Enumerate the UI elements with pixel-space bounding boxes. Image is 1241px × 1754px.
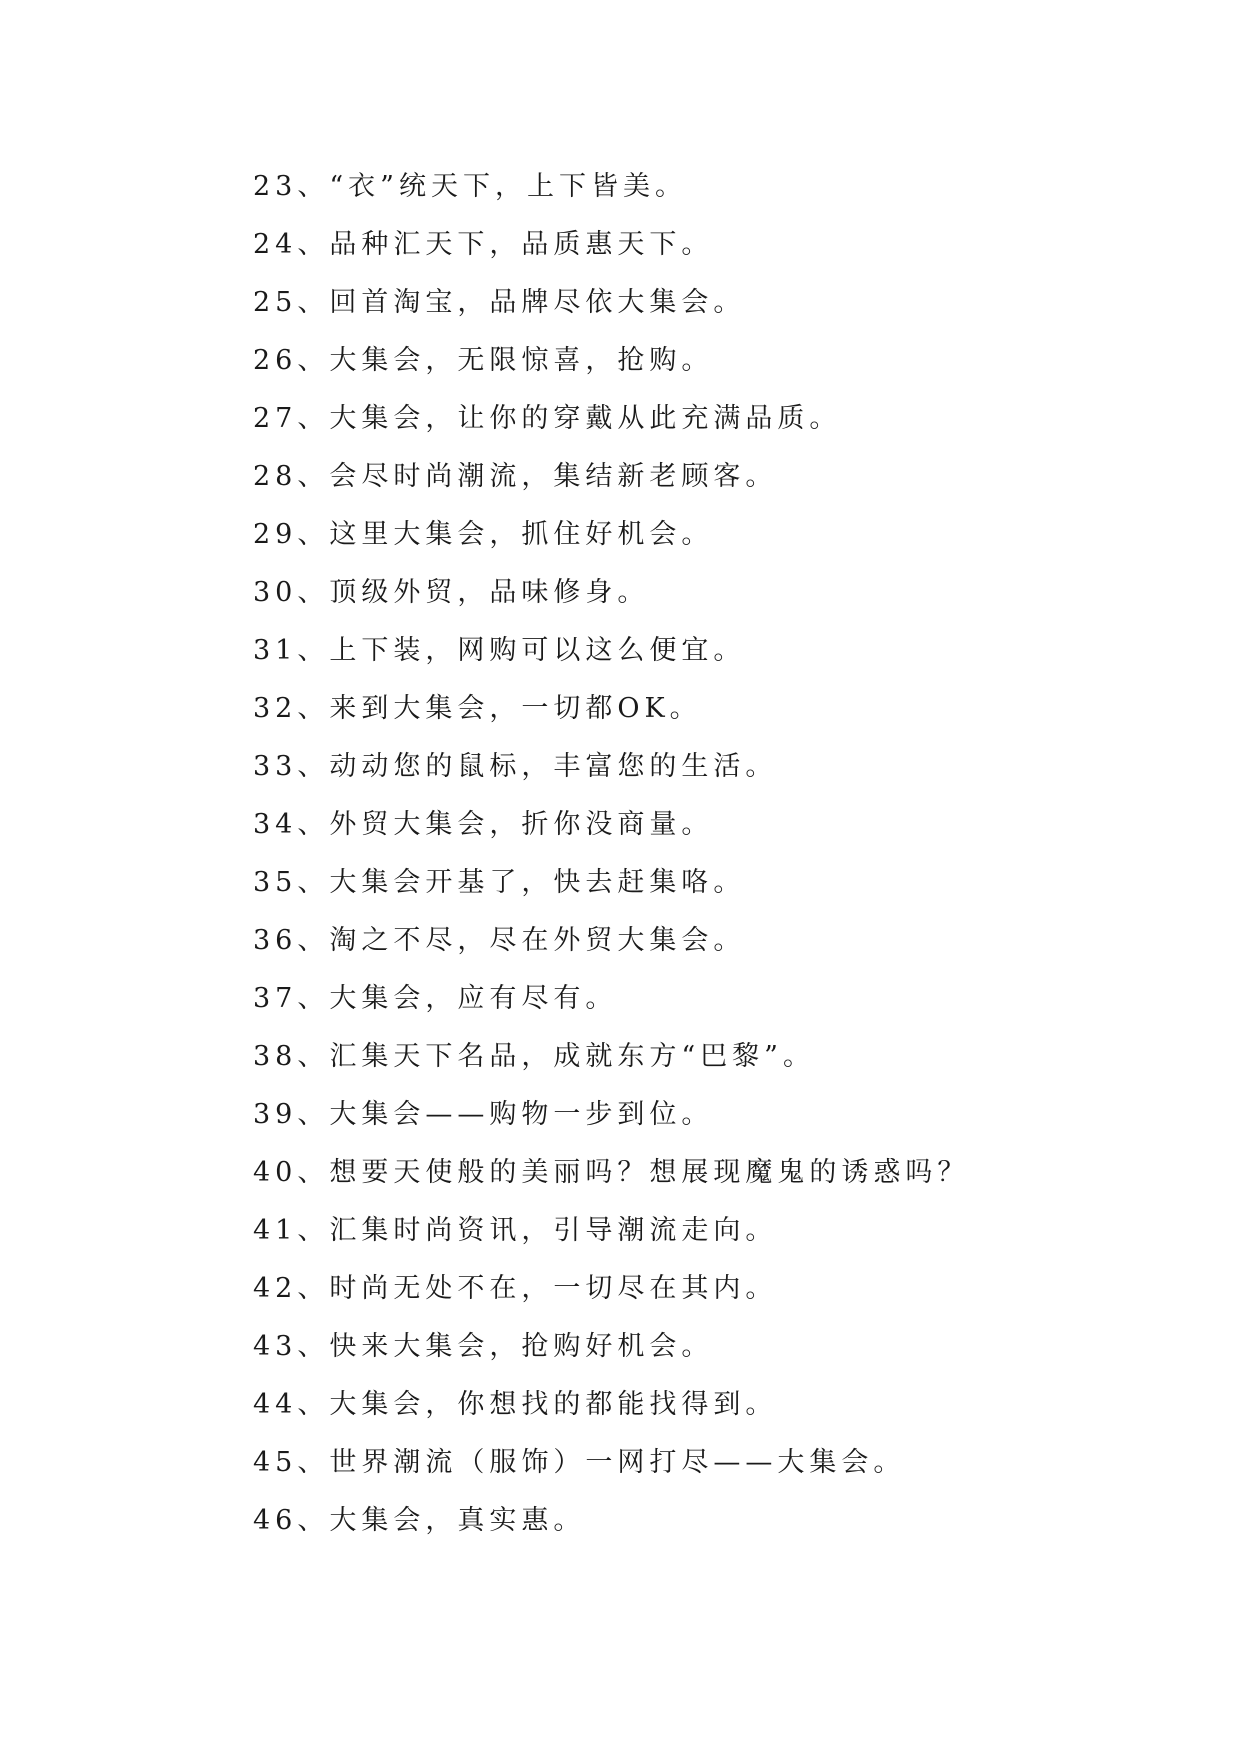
slogan-line-42: 42、时尚无处不在，一切尽在其内。 bbox=[253, 1273, 778, 1304]
slogan-line-38: 38、汇集天下名品，成就东方“巴黎”。 bbox=[253, 1041, 815, 1072]
slogan-line-30: 30、顶级外贸，品味修身。 bbox=[253, 577, 650, 608]
slogan-line-35: 35、大集会开基了，快去赶集咯。 bbox=[253, 867, 746, 898]
slogan-list bbox=[253, 158, 969, 1550]
slogan-line-37: 37、大集会，应有尽有。 bbox=[253, 983, 618, 1014]
slogan-line-39: 39、大集会——购物一步到位。 bbox=[253, 1099, 714, 1130]
slogan-line-44: 44、大集会，你想找的都能找得到。 bbox=[253, 1389, 778, 1420]
slogan-line-24: 24、品种汇天下，品质惠天下。 bbox=[253, 229, 714, 260]
slogan-line-25: 25、回首淘宝，品牌尽依大集会。 bbox=[253, 287, 746, 318]
slogan-line-36: 36、淘之不尽，尽在外贸大集会。 bbox=[253, 925, 746, 956]
slogan-line-32: 32、来到大集会，一切都OK。 bbox=[253, 693, 702, 724]
slogan-line-28: 28、会尽时尚潮流，集结新老顾客。 bbox=[253, 461, 778, 492]
slogan-line-26: 26、大集会，无限惊喜，抢购。 bbox=[253, 345, 714, 376]
slogan-line-40: 40、想要天使般的美丽吗？想展现魔鬼的诱惑吗？ bbox=[253, 1157, 970, 1188]
slogan-line-27: 27、大集会，让你的穿戴从此充满品质。 bbox=[253, 403, 842, 434]
slogan-line-23: 23、“衣”统天下，上下皆美。 bbox=[253, 171, 687, 202]
slogan-line-41: 41、汇集时尚资讯，引导潮流走向。 bbox=[253, 1215, 778, 1246]
slogan-line-34: 34、外贸大集会，折你没商量。 bbox=[253, 809, 714, 840]
slogan-line-45: 45、世界潮流（服饰）一网打尽——大集会。 bbox=[253, 1447, 906, 1478]
slogan-line-31: 31、上下装，网购可以这么便宜。 bbox=[253, 635, 746, 666]
slogan-line-46: 46、大集会，真实惠。 bbox=[253, 1505, 586, 1536]
slogan-line-43: 43、快来大集会，抢购好机会。 bbox=[253, 1331, 714, 1362]
slogan-line-33: 33、动动您的鼠标，丰富您的生活。 bbox=[253, 751, 778, 782]
slogan-line-29: 29、这里大集会，抓住好机会。 bbox=[253, 519, 714, 550]
